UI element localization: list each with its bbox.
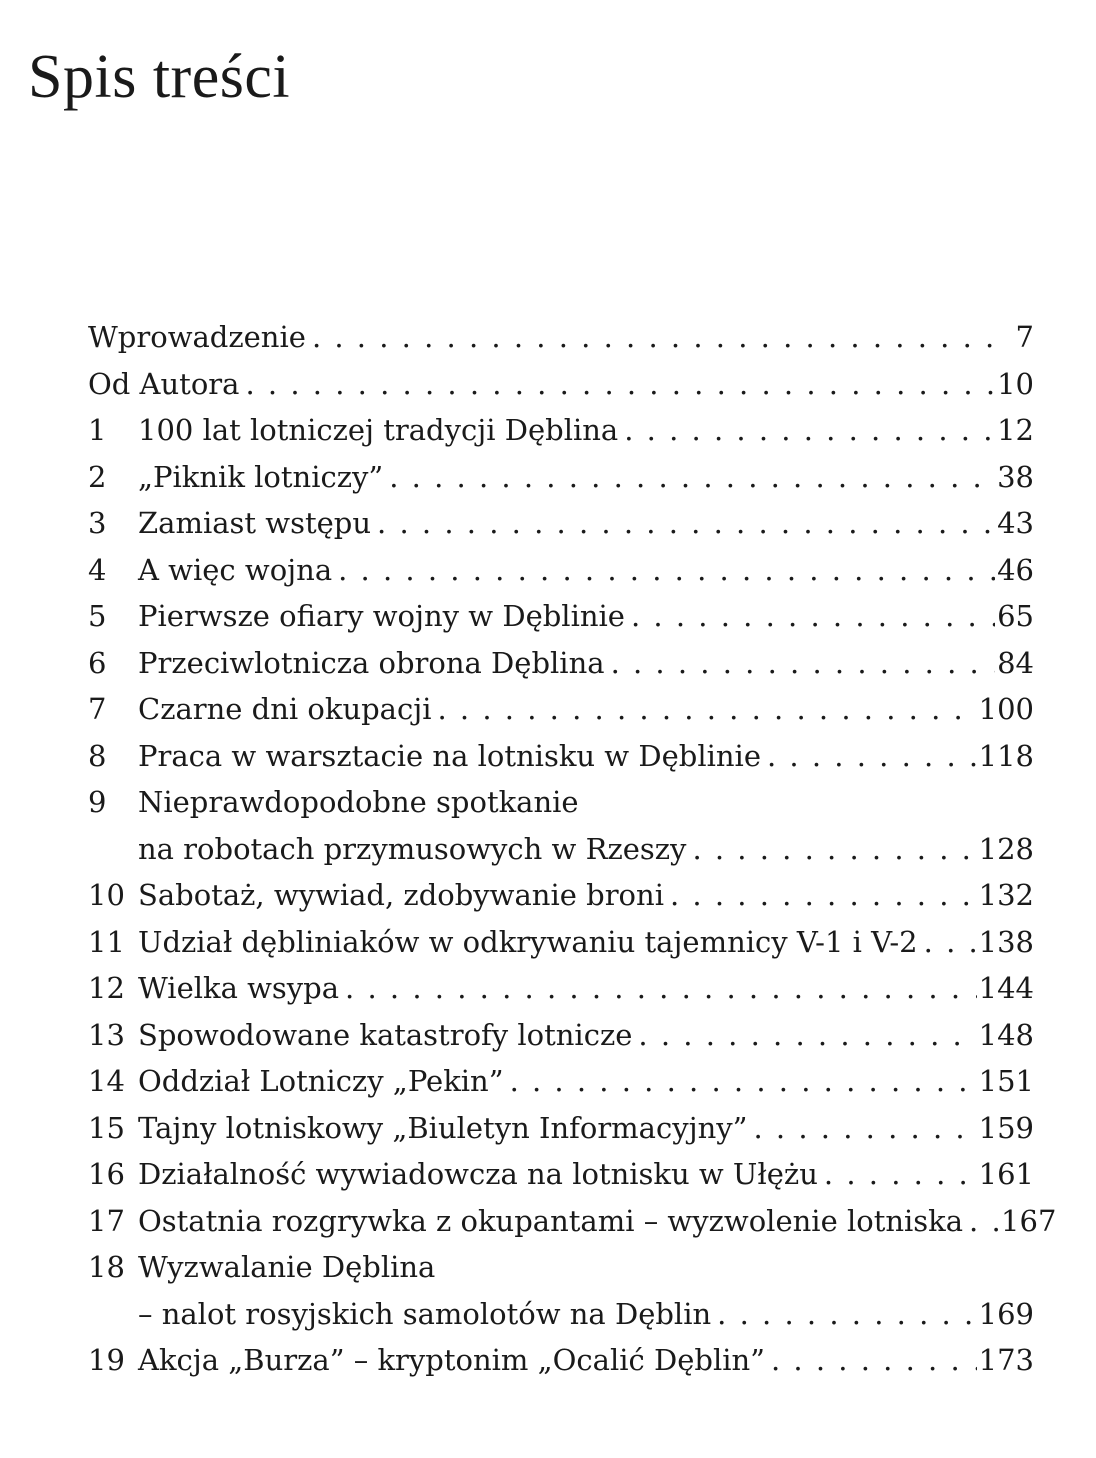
chapter-title: 100 lat lotniczej tradycji Dęblina (138, 413, 619, 447)
toc-line (88, 692, 1034, 739)
dot-leader (618, 413, 995, 447)
toc-line (88, 1018, 1034, 1065)
page-number: 7 (1015, 320, 1034, 354)
toc-line (88, 320, 1034, 367)
toc-line (88, 878, 1034, 925)
chapter-number: 4 (88, 552, 107, 587)
toc-line (88, 506, 1034, 553)
dot-leader (664, 878, 977, 912)
chapter-number: 13 (88, 1017, 125, 1052)
dot-leader (371, 506, 995, 540)
chapter-number: 6 (88, 645, 107, 680)
toc-line (88, 1203, 1057, 1251)
chapter-title: Oddział Lotniczy „Pekin” (138, 1064, 504, 1098)
toc-line (88, 646, 1034, 693)
chapter-number: 11 (88, 924, 125, 959)
toc-entry (88, 646, 1034, 693)
page-title: Spis treści (28, 43, 291, 111)
chapter-title: Wprowadzenie (88, 320, 306, 354)
page-number: 10 (997, 366, 1034, 401)
page-number: 46 (997, 552, 1034, 587)
page-number: 38 (997, 459, 1034, 494)
toc-entry (88, 971, 1034, 1018)
toc-line (88, 1064, 1034, 1111)
dot-leader (306, 320, 1006, 354)
dot-leader (625, 599, 995, 633)
toc-line (88, 925, 1034, 972)
toc-entry (88, 553, 1034, 600)
toc-entry (88, 413, 1034, 460)
chapter-number: 12 (88, 971, 125, 1005)
chapter-title: Ostatnia rozgrywka z okupantami – wyzwolenie lotniska (138, 1203, 964, 1238)
dot-leader (239, 367, 995, 401)
toc-line (88, 367, 1034, 414)
toc-entry (88, 506, 1034, 553)
chapter-title: „Piknik lotniczy” (138, 459, 384, 494)
chapter-number: 10 (88, 878, 125, 912)
dot-leader (818, 1157, 977, 1191)
chapter-title: Od Autora (88, 366, 240, 401)
chapter-title: Zamiast wstępu (138, 506, 372, 540)
toc-entry (88, 692, 1034, 739)
page-number: 12 (997, 413, 1034, 447)
toc-entry (88, 925, 1034, 972)
dot-leader (605, 646, 996, 680)
dot-leader (504, 1064, 977, 1098)
chapter-title: A więc wojna (138, 552, 333, 587)
chapter-number: 15 (88, 1110, 125, 1145)
chapter-title: Pierwsze ofiary wojny w Dęblinie (138, 599, 625, 633)
dot-leader (963, 1204, 999, 1238)
dot-leader (431, 692, 976, 726)
toc-line (88, 1250, 1034, 1297)
chapter-title: Nieprawdopodobne spotkanie (138, 785, 579, 819)
toc-line (88, 971, 1034, 1018)
dot-leader (761, 739, 977, 773)
dot-leader (747, 1111, 976, 1145)
page-number: 161 (978, 1157, 1034, 1191)
toc-entry (88, 1064, 1034, 1111)
chapter-title: Tajny lotniskowy „Biuletyn Informacyjny” (138, 1110, 748, 1145)
page-number: 138 (978, 924, 1034, 959)
chapter-number: 7 (88, 692, 107, 726)
page-number: 173 (978, 1343, 1034, 1377)
chapter-number: 5 (88, 599, 107, 633)
page-number: 65 (997, 599, 1034, 633)
chapter-title: Udział dębliniaków w odkrywaniu tajemnicy V-1 i V-2 (138, 924, 918, 959)
dot-leader (686, 832, 976, 866)
chapter-number: 17 (88, 1203, 125, 1238)
toc-entry (88, 599, 1034, 646)
toc-entry (88, 785, 1034, 878)
toc-entry (88, 739, 1034, 786)
chapter-number: 1 (88, 413, 107, 447)
toc-entry (88, 367, 1034, 414)
toc-entry (88, 878, 1034, 925)
chapter-title: Sabotaż, wywiad, zdobywanie broni (138, 878, 664, 912)
toc-entry (88, 1203, 1057, 1251)
toc-entry (88, 1250, 1034, 1343)
toc-line (88, 1111, 1034, 1158)
toc-line (88, 1157, 1034, 1204)
toc-line-continuation (88, 1297, 1034, 1344)
toc-entry (88, 1018, 1034, 1065)
page-number: 128 (978, 831, 1034, 866)
chapter-title: Przeciwlotnicza obrona Dęblina (138, 645, 605, 680)
chapter-title: Spowodowane katastrofy lotnicze (138, 1017, 633, 1052)
dot-leader (918, 925, 977, 959)
chapter-number: 14 (88, 1064, 125, 1098)
chapter-title-continuation: na robotach przymusowych w Rzeszy (138, 831, 687, 866)
chapter-title: Praca w warsztacie na lotnisku w Dęblinie (138, 738, 761, 773)
toc-entry (88, 1157, 1034, 1204)
toc-line (88, 599, 1034, 646)
toc-entry (88, 460, 1034, 507)
page-number: 151 (978, 1064, 1034, 1098)
dot-leader (383, 460, 995, 494)
page-number: 132 (978, 878, 1034, 912)
toc-entry (88, 320, 1034, 367)
chapter-number: 9 (88, 785, 107, 819)
toc-line (88, 460, 1034, 507)
toc-entry (88, 1343, 1034, 1390)
toc-line (88, 1343, 1034, 1390)
chapter-number: 3 (88, 506, 107, 540)
chapter-number: 19 (88, 1343, 125, 1377)
chapter-number: 2 (88, 459, 107, 494)
dot-leader (332, 553, 995, 587)
dot-leader (711, 1297, 976, 1331)
chapter-title: Wielka wsypa (138, 971, 340, 1005)
toc-line (88, 413, 1034, 460)
page-number: 84 (997, 645, 1034, 680)
chapter-number: 16 (88, 1157, 125, 1191)
dot-leader (765, 1343, 977, 1377)
toc-line (88, 739, 1034, 786)
chapter-title: Wyzwalanie Dęblina (138, 1250, 436, 1284)
dot-leader (632, 1018, 976, 1052)
page-number: 43 (997, 506, 1034, 540)
page-number: 167 (1001, 1203, 1057, 1238)
toc-line (88, 553, 1034, 600)
table-of-contents (88, 320, 1057, 1390)
page-number: 148 (978, 1017, 1034, 1052)
chapter-number: 18 (88, 1250, 125, 1284)
toc-line-continuation (88, 832, 1034, 879)
page-number: 169 (978, 1296, 1034, 1331)
page-number: 118 (978, 738, 1034, 773)
page-number: 100 (978, 692, 1034, 726)
chapter-title: Czarne dni okupacji (138, 692, 432, 726)
page-number: 144 (978, 971, 1034, 1005)
toc-line (88, 785, 1034, 832)
chapter-title: Działalność wywiadowcza na lotnisku w Ułężu (138, 1157, 818, 1191)
chapter-title-continuation: – nalot rosyjskich samolotów na Dęblin (138, 1296, 712, 1331)
dot-leader (339, 971, 977, 1005)
page-number: 159 (978, 1110, 1034, 1145)
toc-entry (88, 1111, 1034, 1158)
chapter-title: Akcja „Burza” – kryptonim „Ocalić Dęblin” (138, 1343, 765, 1377)
chapter-number: 8 (88, 738, 107, 773)
